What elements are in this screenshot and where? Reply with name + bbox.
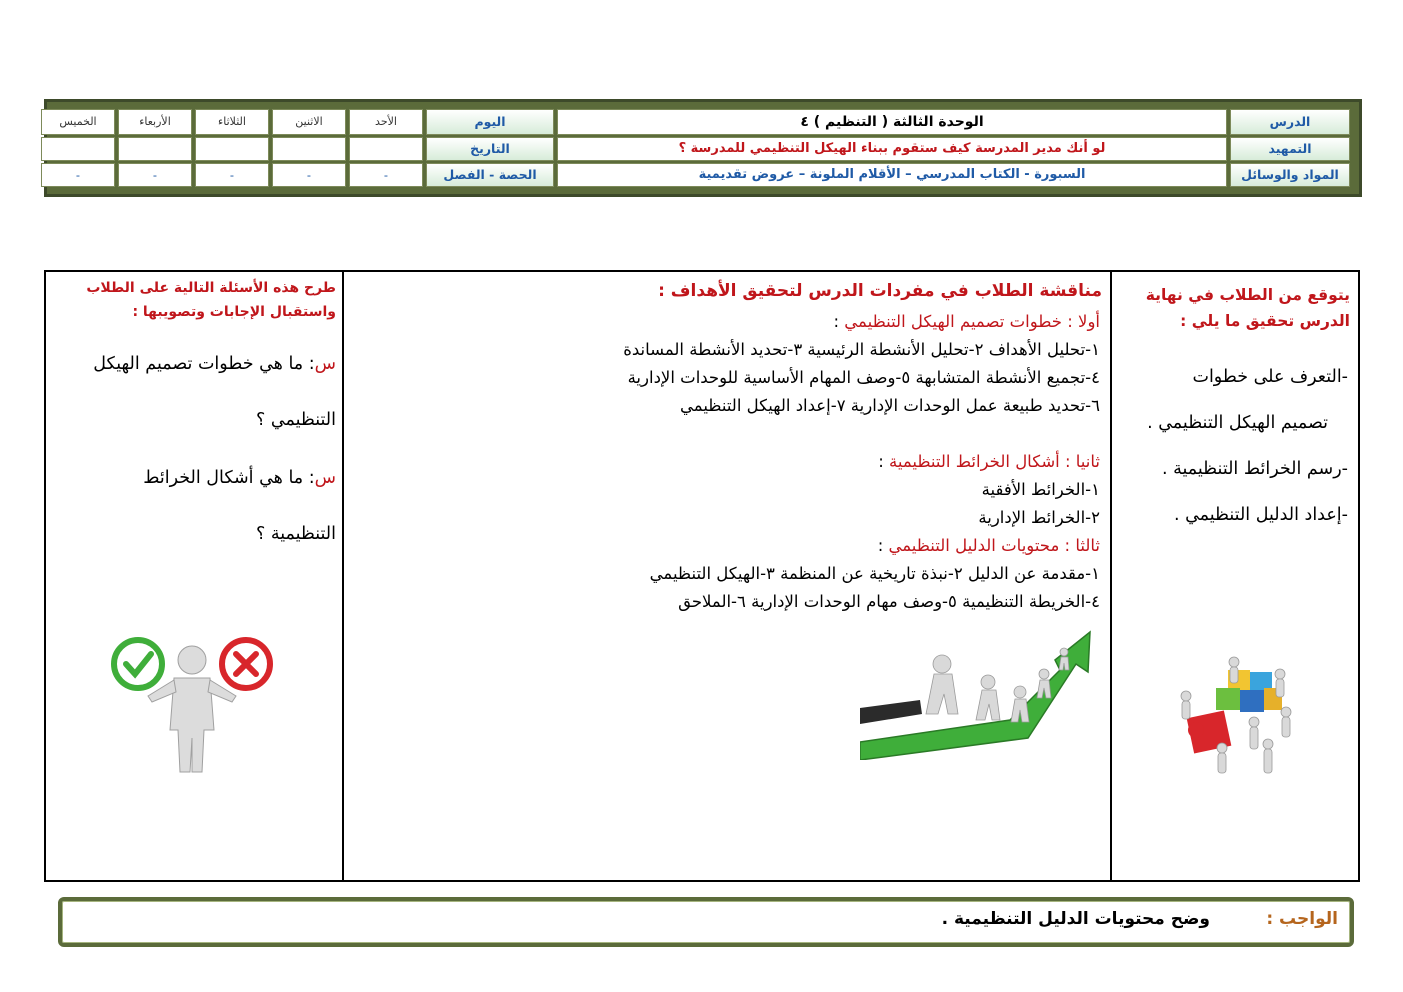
question-1-line1: : ما هي خطوات تصميم الهيكل — [93, 354, 315, 374]
second-heading-suffix: : — [878, 452, 890, 471]
period-cell: - — [195, 163, 269, 187]
question-1 — [51, 354, 336, 374]
first-line: ١-تحليل الأهداف ٢-تحليل الأنشطة الرئيسية ٣-تحديد الأنشطة المساندة — [623, 340, 1100, 359]
period-cell: - — [272, 163, 346, 187]
growth-arrow-illustration — [860, 630, 1102, 760]
third-heading-suffix: : — [877, 536, 889, 555]
day-label: اليوم — [426, 109, 554, 135]
date-label: التاريخ — [426, 137, 554, 161]
third-line: ٤-الخريطة التنظيمية ٥-وصف مهام الوحدات الإدارية ٦-الملاحق — [678, 592, 1100, 611]
second-line: ٢-الخرائط الإدارية — [978, 508, 1100, 527]
first-heading-line — [360, 308, 1100, 336]
lesson-label: الدرس — [1230, 109, 1350, 135]
objective-item: تصميم الهيكل التنظيمي . — [1147, 413, 1328, 433]
materials-text: السبورة - الكتاب المدرسي – الأقلام الملونة – عروض تقديمية — [557, 163, 1227, 187]
day-monday: الاثنين — [272, 109, 346, 135]
date-cell — [272, 137, 346, 161]
homework-label: الواجب : — [1266, 909, 1338, 929]
date-cell — [118, 137, 192, 161]
first-heading: أولا : خطوات تصميم الهيكل التنظيمي — [844, 312, 1100, 331]
day-thursday: الخميس — [41, 109, 115, 135]
objectives-list — [1118, 354, 1348, 538]
objectives-column — [1110, 272, 1358, 880]
second-line: ١-الخرائط الأفقية — [981, 480, 1100, 499]
discussion-column — [342, 272, 1110, 880]
day-wednesday: الأربعاء — [118, 109, 192, 135]
questions-column — [46, 272, 342, 880]
objectives-title: يتوقع من الطلاب في نهاية الدرس تحقيق ما يلي : — [1145, 286, 1350, 330]
discussion-body — [360, 308, 1100, 616]
objective-item: -إعداد الدليل التنظيمي . — [1173, 505, 1348, 525]
homework-box — [58, 897, 1354, 947]
first-heading-suffix: : — [833, 312, 845, 331]
puzzle-team-illustration — [1176, 652, 1306, 782]
question-marker: س — [314, 354, 336, 374]
question-2-cont: التنظيمية ؟ — [255, 524, 336, 544]
lesson-header-table — [44, 99, 1362, 197]
day-sunday: الأحد — [349, 109, 423, 135]
question-2-line1: : ما هي أشكال الخرائط — [143, 468, 315, 488]
date-cell — [195, 137, 269, 161]
date-cell — [41, 137, 115, 161]
questions-title: طرح هذه الأسئلة التالية على الطلاب واستقبال الإجابات وتصويبها : — [86, 280, 336, 320]
right-wrong-figure-illustration — [108, 634, 278, 774]
period-cell: - — [41, 163, 115, 187]
period-label: الحصة - الفصل — [426, 163, 554, 187]
question-1-cont: التنظيمي ؟ — [256, 410, 336, 430]
date-cell — [349, 137, 423, 161]
question-marker: س — [314, 468, 336, 488]
period-cell: - — [118, 163, 192, 187]
discussion-title: مناقشة الطلاب في مفردات الدرس لتحقيق الأهداف : — [658, 281, 1102, 301]
day-tuesday: الثلاثاء — [195, 109, 269, 135]
unit-title: الوحدة الثالثة ( التنظيم ) ٤ — [557, 109, 1227, 135]
objective-item: -رسم الخرائط التنظيمية . — [1162, 459, 1348, 479]
third-line: ١-مقدمة عن الدليل ٢-نبذة تاريخية عن المنظمة ٣-الهيكل التنظيمي — [649, 564, 1100, 583]
third-heading: ثالثا : محتويات الدليل التنظيمي — [888, 536, 1100, 555]
materials-label: المواد والوسائل — [1230, 163, 1350, 187]
second-heading-line — [360, 448, 1100, 476]
third-heading-line — [360, 532, 1100, 560]
first-line: ٦-تحديد طبيعة عمل الوحدات الإدارية ٧-إعداد الهيكل التنظيمي — [680, 396, 1100, 415]
lesson-plan-table — [44, 270, 1360, 882]
second-heading: ثانيا : أشكال الخرائط التنظيمية — [889, 452, 1100, 471]
question-2 — [51, 468, 336, 488]
first-line: ٤-تجميع الأنشطة المتشابهة ٥-وصف المهام الأساسية للوحدات الإدارية — [627, 368, 1100, 387]
homework-text: وضح محتويات الدليل التنظيمية . — [941, 909, 1210, 929]
intro-text: لو أنك مدير المدرسة كيف ستقوم ببناء الهيكل التنظيمي للمدرسة ؟ — [557, 137, 1227, 161]
intro-label: التمهيد — [1230, 137, 1350, 161]
objective-item: -التعرف على خطوات — [1192, 367, 1348, 387]
period-cell: - — [349, 163, 423, 187]
